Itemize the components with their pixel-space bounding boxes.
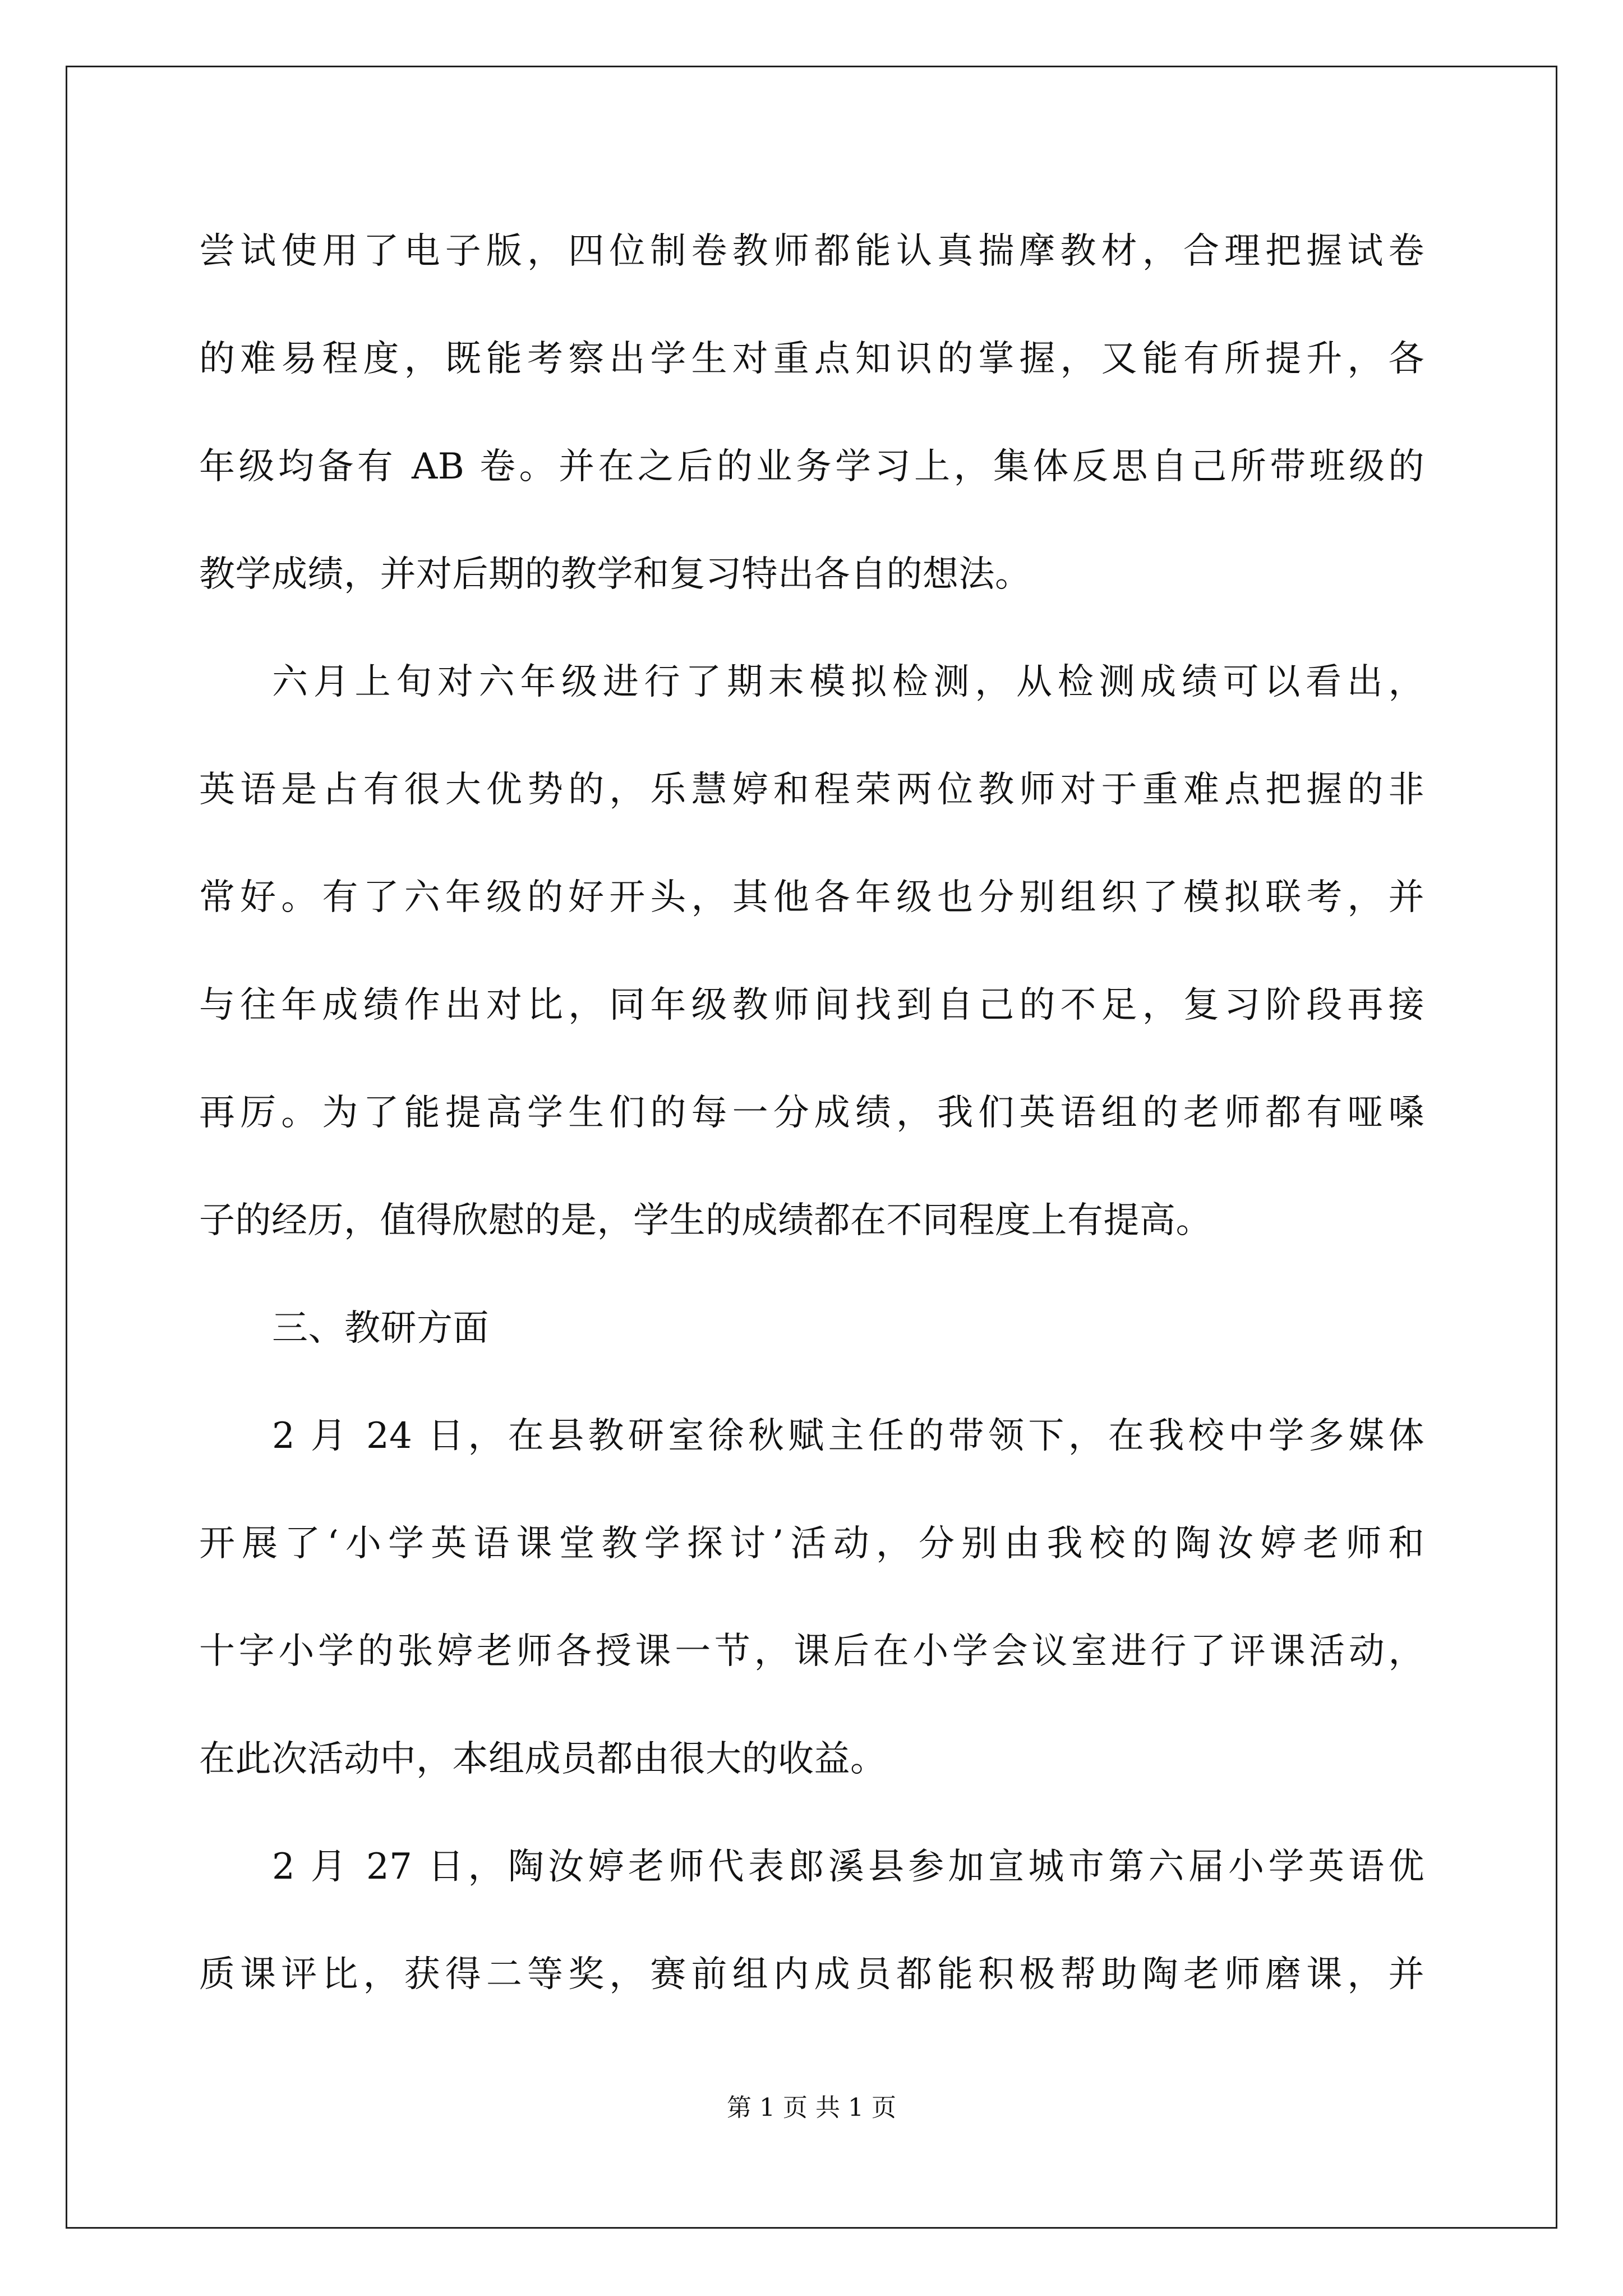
text-line: 再厉。为了能提高学生们的每一分成绩，我们英语组的老师都有哑嗓 xyxy=(199,1092,1424,1134)
text-line: 质课评比，获得二等奖，赛前组内成员都能积极帮助陶老师磨课，并 xyxy=(199,1954,1424,1995)
text-line: 在此次活动中，本组成员都由很大的收益。 xyxy=(199,1738,887,1780)
text-line: 教学成绩，并对后期的教学和复习特出各自的想法。 xyxy=(199,554,1031,595)
paragraph-first-line: 2 月 27 日，陶汝婷老师代表郎溪县参加宣城市第六届小学英语优 xyxy=(272,1846,1424,1888)
page-number-footer: 第 1 页 共 1 页 xyxy=(727,2093,896,2122)
text-line: 子的经历，值得欣慰的是，学生的成绩都在不同程度上有提高。 xyxy=(199,1200,1212,1241)
text-line: 的难易程度，既能考察出学生对重点知识的掌握，又能有所提升，各 xyxy=(199,338,1424,380)
text-line: 常好。有了六年级的好开头，其他各年级也分别组织了模拟联考，并 xyxy=(199,877,1424,918)
section-heading: 三、教研方面 xyxy=(272,1308,489,1349)
text-line: 英语是占有很大优势的，乐慧婷和程荣两位教师对于重难点把握的非 xyxy=(199,769,1424,811)
text-line: 与往年成绩作出对比，同年级教师间找到自己的不足，复习阶段再接 xyxy=(199,984,1424,1026)
text-line: 开展了‘小学英语课堂教学探讨’活动，分别由我校的陶汝婷老师和 xyxy=(199,1523,1424,1565)
page-border xyxy=(66,66,1557,2229)
paragraph-first-line: 六月上旬对六年级进行了期末模拟检测，从检测成绩可以看出， xyxy=(272,661,1424,703)
paragraph-first-line: 2 月 24 日，在县教研室徐秋赋主任的带领下，在我校中学多媒体 xyxy=(272,1415,1424,1457)
text-line: 十字小学的张婷老师各授课一节，课后在小学会议室进行了评课活动， xyxy=(199,1631,1424,1672)
text-line: 年级均备有 AB 卷。并在之后的业务学习上，集体反思自己所带班级的 xyxy=(199,446,1424,487)
text-line: 尝试使用了电子版，四位制卷教师都能认真揣摩教材，合理把握试卷 xyxy=(199,231,1424,272)
